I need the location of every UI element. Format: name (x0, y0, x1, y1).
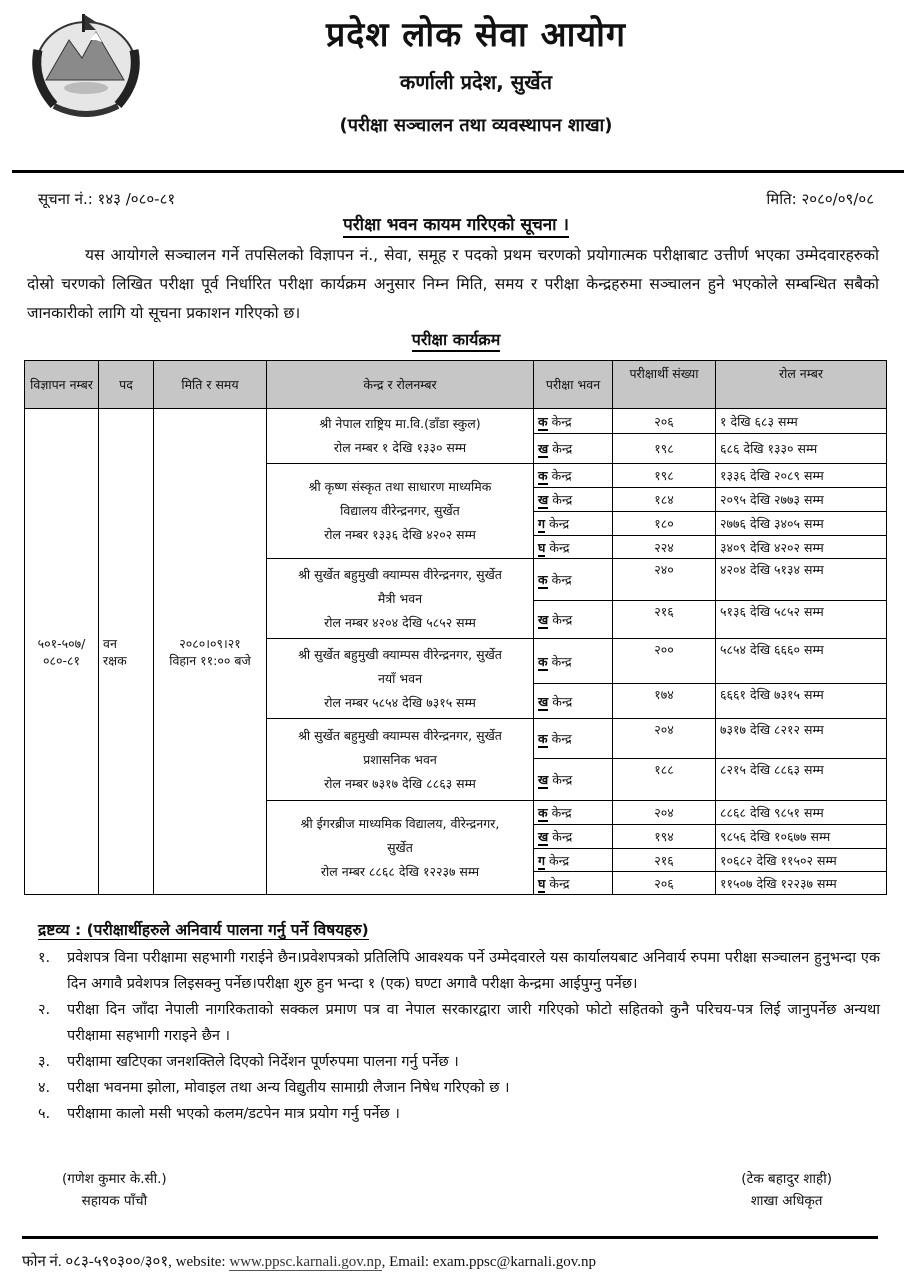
header-divider (12, 170, 904, 173)
roll-range-cell: ८२१५ देखि ८८६३ सम्म (716, 759, 887, 801)
footer-phone: फोन नं. ०८३-५९०३००/३०१, website: (22, 1254, 230, 1270)
candidate-count-cell: २०४ (613, 801, 716, 825)
exam-building-cell (534, 759, 613, 801)
rule-item (38, 945, 880, 997)
remarks-title (38, 918, 369, 940)
building-suffix: केन्द्र (551, 468, 572, 483)
candidate-count-cell: २०६ (613, 872, 716, 895)
building-suffix: केन्द्र (549, 875, 570, 891)
col-header-advert-no: विज्ञापन नम्बर (25, 361, 99, 409)
advert-number-line: ५०१-५०७/ (37, 635, 86, 651)
building-code: ख (538, 612, 549, 627)
candidate-count-cell: २१६ (613, 849, 716, 872)
exam-building-cell (534, 559, 613, 601)
exam-building-cell (534, 849, 613, 872)
exam-building-cell (534, 488, 613, 512)
center-name-line: प्रशासनिक भवन (363, 751, 437, 767)
building-code: ख (538, 772, 549, 787)
exam-building-cell (534, 684, 613, 719)
building-code: क (538, 805, 548, 820)
rule-text: प्रवेशपत्र विना परीक्षामा सहभागी गराईने छैन।प्रवेशपत्रको प्रतिलिपि आवश्यक पर्ने उम्मेदवारले यस कार्यालयबाट अनिवार्य रुपमा परीक्षा सञ्चालन हुनुभन्दा एक दिन अगावै प्रवेशपत्र लिइसक्नु पर्नेछ।परीक्षा शुरु हुन भन्दा १ (एक) घण्टा अगावै परीक्षा केन्द्रमा आईपुग्नु पर्नेछ। (67, 950, 880, 992)
center-name-line: विद्यालय वीरेन्द्रनगर, सुर्खेत (340, 503, 460, 518)
exam-center-cell (267, 464, 534, 559)
candidate-count-cell: १८० (613, 512, 716, 536)
roll-range-cell: ६८६ देखि १३३० सम्म (716, 434, 887, 464)
rule-item (38, 1075, 880, 1101)
candidate-count-cell: १७४ (613, 684, 716, 719)
signature-left (62, 1168, 167, 1212)
building-code: घ (538, 539, 546, 555)
col-header-roll-number: रोल नम्बर (716, 361, 887, 409)
rule-number: १. (38, 950, 51, 966)
table-row (25, 409, 887, 434)
center-roll-range: रोल नम्बर ५८५४ देखि ७३१५ सम्म (324, 694, 476, 710)
roll-range-cell: ३४०९ देखि ४२०२ सम्म (716, 536, 887, 559)
exam-building-cell (534, 872, 613, 895)
building-suffix: केन्द्र (549, 539, 570, 555)
exam-center-cell (267, 719, 534, 801)
building-suffix: केन्द्र (552, 492, 573, 507)
exam-building-cell (534, 512, 613, 536)
candidate-count-cell: २०६ (613, 409, 716, 434)
building-suffix: केन्द्र (551, 572, 572, 587)
roll-range-cell: १०६८२ देखि ११५०२ सम्म (716, 849, 887, 872)
building-code: ख (538, 693, 549, 709)
exam-schedule-table (24, 360, 887, 895)
roll-range-cell: ५८५४ देखि ६६६० सम्म (716, 639, 887, 684)
exam-building-cell (534, 536, 613, 559)
center-name-line: श्री ईगरब्रीज माध्यमिक विद्यालय, वीरेन्द्रनगर, (300, 815, 500, 831)
center-name-line: श्री सुर्खेत बहुमुखी क्याम्पस वीरेन्द्रनगर, सुर्खेत (298, 727, 502, 743)
center-name-line: श्री नेपाल राष्ट्रिय मा.वि.(डाँडा स्कुल) (319, 416, 481, 431)
notice-date: मिति: २०८०/०९/०८ (766, 190, 874, 208)
col-header-center-roll: केन्द्र र रोलनम्बर (267, 361, 534, 409)
roll-range-cell: ४२०४ देखि ५१३४ सम्म (716, 559, 887, 601)
exam-center-cell (267, 801, 534, 895)
rule-text: परीक्षा दिन जाँदा नेपाली नागरिकताको सक्कल प्रमाण पत्र वा नेपाल सरकारद्वारा जारी गरिएको फोटो सहितको कुनै परिचय-पत्र लिई जानुपर्नेछ अन्यथा परीक्षामा सहभागी गराइने छैन । (67, 1002, 880, 1044)
col-header-candidate-count: परीक्षार्थी संख्या (613, 361, 716, 409)
table-header-row (25, 361, 887, 409)
rule-number: ४. (38, 1080, 51, 1096)
building-code: क (538, 413, 548, 429)
candidate-count-cell: १८४ (613, 488, 716, 512)
website-link[interactable]: www.ppsc.karnali.gov.np (229, 1254, 382, 1270)
signatory-left-title: सहायक पाँचौ (81, 1193, 148, 1209)
rule-item (38, 1049, 880, 1075)
center-name-line: मैत्री भवन (377, 590, 423, 606)
center-name-line: सुर्खेत (387, 839, 413, 855)
roll-range-cell: ६६६१ देखि ७३१५ सम्म (716, 684, 887, 719)
building-code: क (538, 572, 548, 587)
center-roll-range: रोल नम्बर ४२०४ देखि ५८५२ सम्म (324, 614, 476, 630)
building-suffix: केन्द्र (551, 413, 572, 429)
notice-title (0, 212, 912, 235)
col-header-post: पद (99, 361, 154, 409)
schedule-title (0, 328, 912, 350)
candidate-count-cell: १९८ (613, 464, 716, 488)
building-code: ख (538, 829, 549, 844)
rule-text: परीक्षामा कालो मसी भएको कलम/डटपेन मात्र प्रयोग गर्नु पर्नेछ । (67, 1106, 400, 1122)
building-suffix: केन्द्र (552, 693, 573, 709)
exam-building-cell (534, 601, 613, 639)
post-cell (99, 409, 154, 895)
advert-number-line: ०८०-८१ (42, 652, 80, 668)
roll-range-cell: २०९५ देखि २७७३ सम्म (716, 488, 887, 512)
center-roll-range: रोल नम्बर ७३१७ देखि ८८६३ सम्म (324, 775, 476, 791)
col-header-exam-building: परीक्षा भवन (534, 361, 613, 409)
roll-range-cell: २७७६ देखि ३४०५ सम्म (716, 512, 887, 536)
notice-body: यस आयोगले सञ्चालन गर्ने तपसिलको विज्ञापन नं., सेवा, समूह र पदको प्रथम चरणको प्रयोगात्मक परीक्षाबाट उत्तीर्ण भएका उम्मेदवारहरुको दोस्रो चरणको लिखित परीक्षा पूर्व निर्धारित परीक्षा कार्यक्रम अनुसार निम्न मिति, समय र परीक्षा केन्द्रहरुमा सञ्चालन हुने भएकोले सम्बन्धित सबैको जानकारीको लागि यो सूचना प्रकाशन गरिएको छ। (27, 246, 879, 322)
exam-date: २०८०।०९।२१ (179, 635, 241, 651)
exam-center-cell (267, 639, 534, 719)
rule-number: ५. (38, 1106, 51, 1122)
notice-title-text: परीक्षा भवन कायम गरिएको सूचना । (343, 215, 569, 238)
roll-range-cell: ९८५६ देखि १०६७७ सम्म (716, 825, 887, 849)
signature-right (741, 1168, 832, 1212)
exam-building-cell (534, 639, 613, 684)
building-suffix: केन्द्र (551, 653, 572, 669)
footer-contact (22, 1251, 596, 1271)
candidate-count-cell: २०० (613, 639, 716, 684)
building-code: ग (538, 852, 546, 868)
branch-name: (परीक्षा सञ्चालन तथा व्यवस्थापन शाखा) (339, 115, 613, 136)
roll-range-cell: १३३६ देखि २०८९ सम्म (716, 464, 887, 488)
center-name-line: श्री कृष्ण संस्कृत तथा साधारण माध्यमिक (308, 479, 492, 494)
candidate-count-cell: १८८ (613, 759, 716, 801)
roll-range-cell: १ देखि ६८३ सम्म (716, 409, 887, 434)
roll-range-cell: ११५०७ देखि १२२३७ सम्म (716, 872, 887, 895)
exam-building-cell (534, 409, 613, 434)
signatory-left-name: (गणेश कुमार के.सी.) (62, 1171, 167, 1187)
candidate-count-cell: २०४ (613, 719, 716, 759)
exam-center-cell (267, 559, 534, 639)
candidate-count-cell: २२४ (613, 536, 716, 559)
center-roll-range: रोल नम्बर १३३६ देखि ४२०२ सम्म (324, 527, 476, 542)
exam-building-cell (534, 825, 613, 849)
exam-time: विहान ११:०० बजे (169, 652, 251, 668)
building-code: ग (538, 516, 546, 531)
rule-number: २. (38, 1002, 51, 1018)
center-name-line: नयाँ भवन (377, 670, 423, 686)
post-line: रक्षक (103, 652, 127, 668)
building-suffix: केन्द्र (549, 852, 570, 868)
signatory-right-name: (टेक बहादुर शाही) (741, 1171, 832, 1187)
advert-number-cell (25, 409, 99, 895)
rule-item (38, 997, 880, 1049)
building-suffix: केन्द्र (551, 805, 572, 820)
post-line: वन (103, 635, 117, 651)
building-suffix: केन्द्र (549, 516, 570, 531)
province-name: कर्णाली प्रदेश, सुर्खेत (399, 70, 553, 94)
candidate-count-cell: २१६ (613, 601, 716, 639)
footer-email: , Email: exam.ppsc@karnali.gov.np (381, 1254, 597, 1270)
building-suffix: केन्द्र (552, 612, 573, 627)
center-name-line: श्री सुर्खेत बहुमुखी क्याम्पस वीरेन्द्रनगर, सुर्खेत (298, 646, 502, 662)
center-roll-range: रोल नम्बर १ देखि १३३० सम्म (333, 440, 467, 455)
exam-building-cell (534, 434, 613, 464)
rule-text: परीक्षा भवनमा झोला, मोवाइल तथा अन्य विद्युतीय सामाग्री लैजान निषेध गरिएको छ । (67, 1080, 510, 1096)
candidate-count-cell: १९८ (613, 434, 716, 464)
roll-range-cell: ८८६८ देखि ९८५१ सम्म (716, 801, 887, 825)
center-name-line: श्री सुर्खेत बहुमुखी क्याम्पस वीरेन्द्रनगर, सुर्खेत (298, 566, 502, 582)
building-suffix: केन्द्र (551, 731, 572, 746)
building-suffix: केन्द्र (552, 441, 573, 456)
schedule-title-text: परीक्षा कार्यक्रम (412, 330, 501, 352)
building-code: ख (538, 441, 549, 456)
building-suffix: केन्द्र (552, 829, 573, 844)
building-suffix: केन्द्र (552, 772, 573, 787)
roll-range-cell: ५१३६ देखि ५८५२ सम्म (716, 601, 887, 639)
rule-item (38, 1101, 880, 1127)
exam-building-cell (534, 719, 613, 759)
building-code: घ (538, 875, 546, 891)
date-time-cell (154, 409, 267, 895)
footer-divider (22, 1236, 878, 1239)
notice-number: सूचना नं.: १४३ /०८०-८१ (38, 190, 176, 208)
signatory-right-title: शाखा अधिकृत (750, 1193, 823, 1209)
building-code: क (538, 468, 548, 483)
building-code: क (538, 653, 548, 669)
exam-building-cell (534, 801, 613, 825)
exam-center-cell (267, 409, 534, 464)
candidate-count-cell: १९४ (613, 825, 716, 849)
exam-building-cell (534, 464, 613, 488)
building-code: क (538, 731, 548, 746)
rules-list (38, 945, 880, 1127)
center-roll-range: रोल नम्बर ८८६८ देखि १२२३७ सम्म (320, 863, 480, 879)
rule-number: ३. (38, 1054, 51, 1070)
building-code: ख (538, 492, 549, 507)
roll-range-cell: ७३१७ देखि ८२१२ सम्म (716, 719, 887, 759)
remarks-title-text: द्रष्टव्य : (परीक्षार्थीहरुले अनिवार्य पालना गर्नु पर्ने विषयहरु) (38, 921, 369, 939)
rule-text: परीक्षामा खटिएका जनशक्तिले दिएको निर्देशन पूर्णरुपमा पालना गर्नु पर्नेछ । (67, 1054, 459, 1070)
commission-title: प्रदेश लोक सेवा आयोग (325, 15, 627, 55)
col-header-date-time: मिति र समय (154, 361, 267, 409)
candidate-count-cell: २४० (613, 559, 716, 601)
